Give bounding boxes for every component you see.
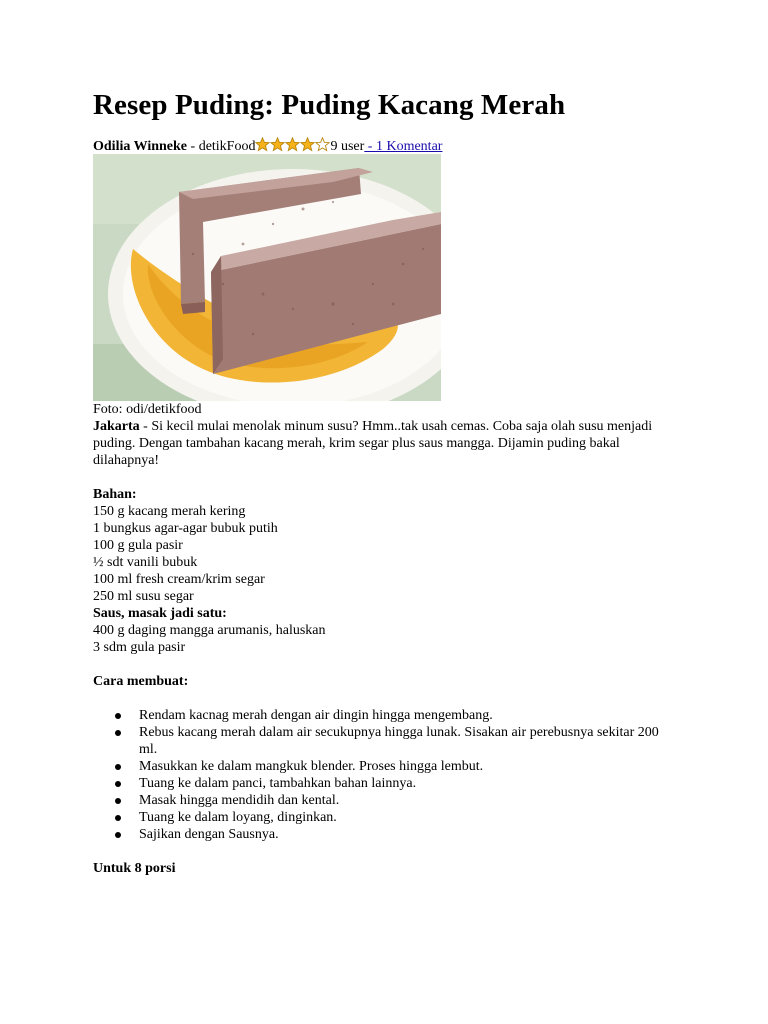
ingredient-item: 100 g gula pasir [93,538,183,553]
intro-paragraph [93,418,683,469]
bullet-icon [115,764,121,770]
star-filled-icon[interactable] [255,137,270,152]
pudding-photo [93,154,441,401]
method-step [139,792,659,809]
method-steps [93,707,683,843]
source-name: detikFood [198,139,256,154]
step-text: Rendam kacnag merah dengan air dingin hingga mengembang. [139,708,493,723]
servings: Untuk 8 porsi [93,861,176,876]
ingredient-item: 1 bungkus agar-agar bubuk putih [93,521,278,536]
method-heading: Cara membuat: [93,674,189,689]
star-filled-icon[interactable] [285,137,300,152]
bullet-icon [115,713,121,719]
step-text: Tuang ke dalam panci, tambahkan bahan lainnya. [139,776,417,791]
step-text: Masak hingga mendidih dan kental. [139,793,340,808]
method-step [139,724,659,758]
comments-link[interactable]: - 1 Komentar [364,139,443,154]
ingredient-item: 250 ml susu segar [93,589,194,604]
page-title: Resep Puding: Puding Kacang Merah [93,89,566,121]
method-step [139,826,659,843]
article [93,88,683,877]
rating-count: 9 user [330,139,365,154]
ingredient-item: 100 ml fresh cream/krim segar [93,572,265,587]
sauce-list [93,622,683,656]
sauce-item: 400 g daging mangga arumanis, haluskan [93,623,326,638]
location: Jakarta [93,419,140,434]
intro-text: - Si kecil mulai menolak minum susu? Hmm..tak usah cemas. Coba saja olah susu menjadi puding. Dengan tambahan kacang merah, krim segar plus saus mangga. Dijamin puding bakal dilahapnya! [93,419,653,468]
method-step [139,775,659,792]
ingredients-list [93,503,683,605]
bullet-icon [115,730,121,736]
step-text: Rebus kacang merah dalam air secukupnya hingga lunak. Sisakan air perebusnya sekitar 200 ml. [139,725,659,757]
photo-caption: Foto: odi/detikfood [93,402,202,417]
ingredients-heading: Bahan: [93,487,137,502]
bullet-icon [115,815,121,821]
byline-separator: - [187,139,199,154]
method-step [139,707,659,724]
sauce-heading: Saus, masak jadi satu: [93,606,227,621]
ingredient-item: ½ sdt vanili bubuk [93,555,198,570]
sauce-item: 3 sdm gula pasir [93,640,186,655]
method-step [139,809,659,826]
step-text: Masukkan ke dalam mangkuk blender. Proses hingga lembut. [139,759,484,774]
ingredient-item: 150 g kacang merah kering [93,504,246,519]
byline [93,137,683,154]
star-empty-icon[interactable] [315,137,330,152]
bullet-icon [115,798,121,804]
method-step [139,758,659,775]
step-text: Sajikan dengan Sausnya. [139,827,279,842]
step-text: Tuang ke dalam loyang, dinginkan. [139,810,337,825]
author-name: Odilia Winneke [93,139,188,154]
star-filled-icon[interactable] [270,137,285,152]
bullet-icon [115,832,121,838]
bullet-icon [115,781,121,787]
star-filled-icon[interactable] [300,137,315,152]
